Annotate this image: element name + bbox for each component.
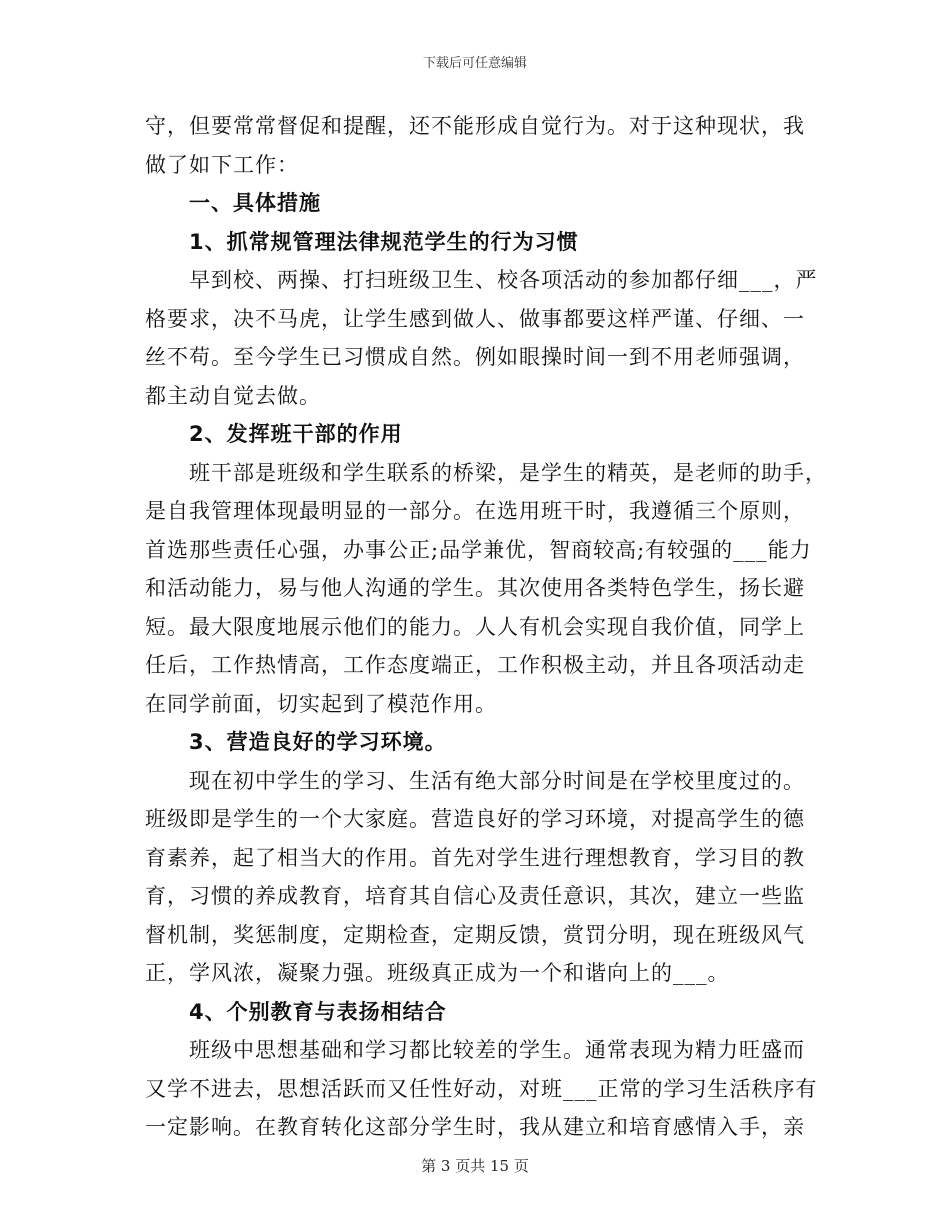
paragraph-line: 和活动能力，易与他人沟通的学生。其次使用各类特色学生，扬长避 (145, 576, 805, 600)
paragraph-line: 现在初中学生的学习、生活有绝大部分时间是在学校里度过的。 (189, 768, 805, 793)
paragraph-line: 在同学前面，切实起到了模范作用。 (145, 691, 497, 716)
paragraph-line: 又学不进去，思想活跃而又任性好动，对班___正常的学习生活秩序有 (145, 1076, 818, 1101)
paragraph-line: 育素养，起了相当大的作用。首先对学生进行理想教育，学习目的教 (145, 845, 805, 870)
paragraph-line: 守，但要常常督促和提醒，还不能形成自觉行为。对于这种现状，我 (145, 114, 805, 138)
paragraph-line: 一定影响。在教育转化这部分学生时，我从建立和培育感情入手，亲 (145, 1115, 805, 1139)
paragraph-line: 任后，工作热情高，工作态度端正，工作积极主动，并且各项活动走 (145, 653, 805, 677)
paragraph-line: 做了如下工作： (145, 152, 299, 177)
paragraph-line: 是自我管理体现最明显的一部分。在选用班干时，我遵循三个原则， (145, 499, 805, 523)
paragraph-line: 正，学风浓，凝聚力强。班级真正成为一个和谐向上的___。 (145, 961, 730, 985)
page-footer: 第 3 页共 15 页 (421, 1157, 529, 1175)
section-heading: 1、抓常规管理法律规范学生的行为习惯 (189, 229, 579, 254)
paragraph-line: 早到校、两操、打扫班级卫生、校各项活动的参加都仔细___，严 (189, 268, 818, 292)
paragraph-line: 督机制，奖惩制度，定期检查，定期反馈，赏罚分明，现在班级风气 (145, 922, 805, 947)
paragraph-line: 都主动自觉去做。 (145, 383, 321, 408)
paragraph-line: 首选那些责任心强，办事公正;品学兼优，智商较高;有较强的___能力 (145, 537, 812, 562)
paragraph-line: 班级中思想基础和学习都比较差的学生。通常表现为精力旺盛而 (189, 1038, 805, 1062)
section-heading: 3、营造良好的学习环境。 (189, 730, 447, 754)
section-heading: 2、发挥班干部的作用 (189, 422, 403, 446)
paragraph-line: 格要求，决不马虎，让学生感到做人、做事都要这样严谨、仔细、一 (145, 306, 805, 331)
section-heading: 4、个别教育与表扬相结合 (189, 999, 447, 1024)
paragraph-line: 短。最大限度地展示他们的能力。人人有机会实现自我价值，同学上 (145, 614, 805, 639)
paragraph-line: 班干部是班级和学生联系的桥梁，是学生的精英，是老师的助手， (189, 460, 827, 485)
page-header-note: 下载后可任意编辑 (422, 56, 527, 71)
section-heading: 一、具体措施 (189, 191, 321, 215)
paragraph-line: 丝不苟。至今学生已习惯成自然。例如眼操时间一到不用老师强调， (145, 345, 805, 369)
document-body (145, 107, 827, 1147)
paragraph-line: 班级即是学生的一个大家庭。营造良好的学习环境，对提高学生的德 (145, 807, 805, 831)
paragraph-line: 育，习惯的养成教育，培育其自信心及责任意识，其次，建立一些监 (145, 884, 805, 908)
